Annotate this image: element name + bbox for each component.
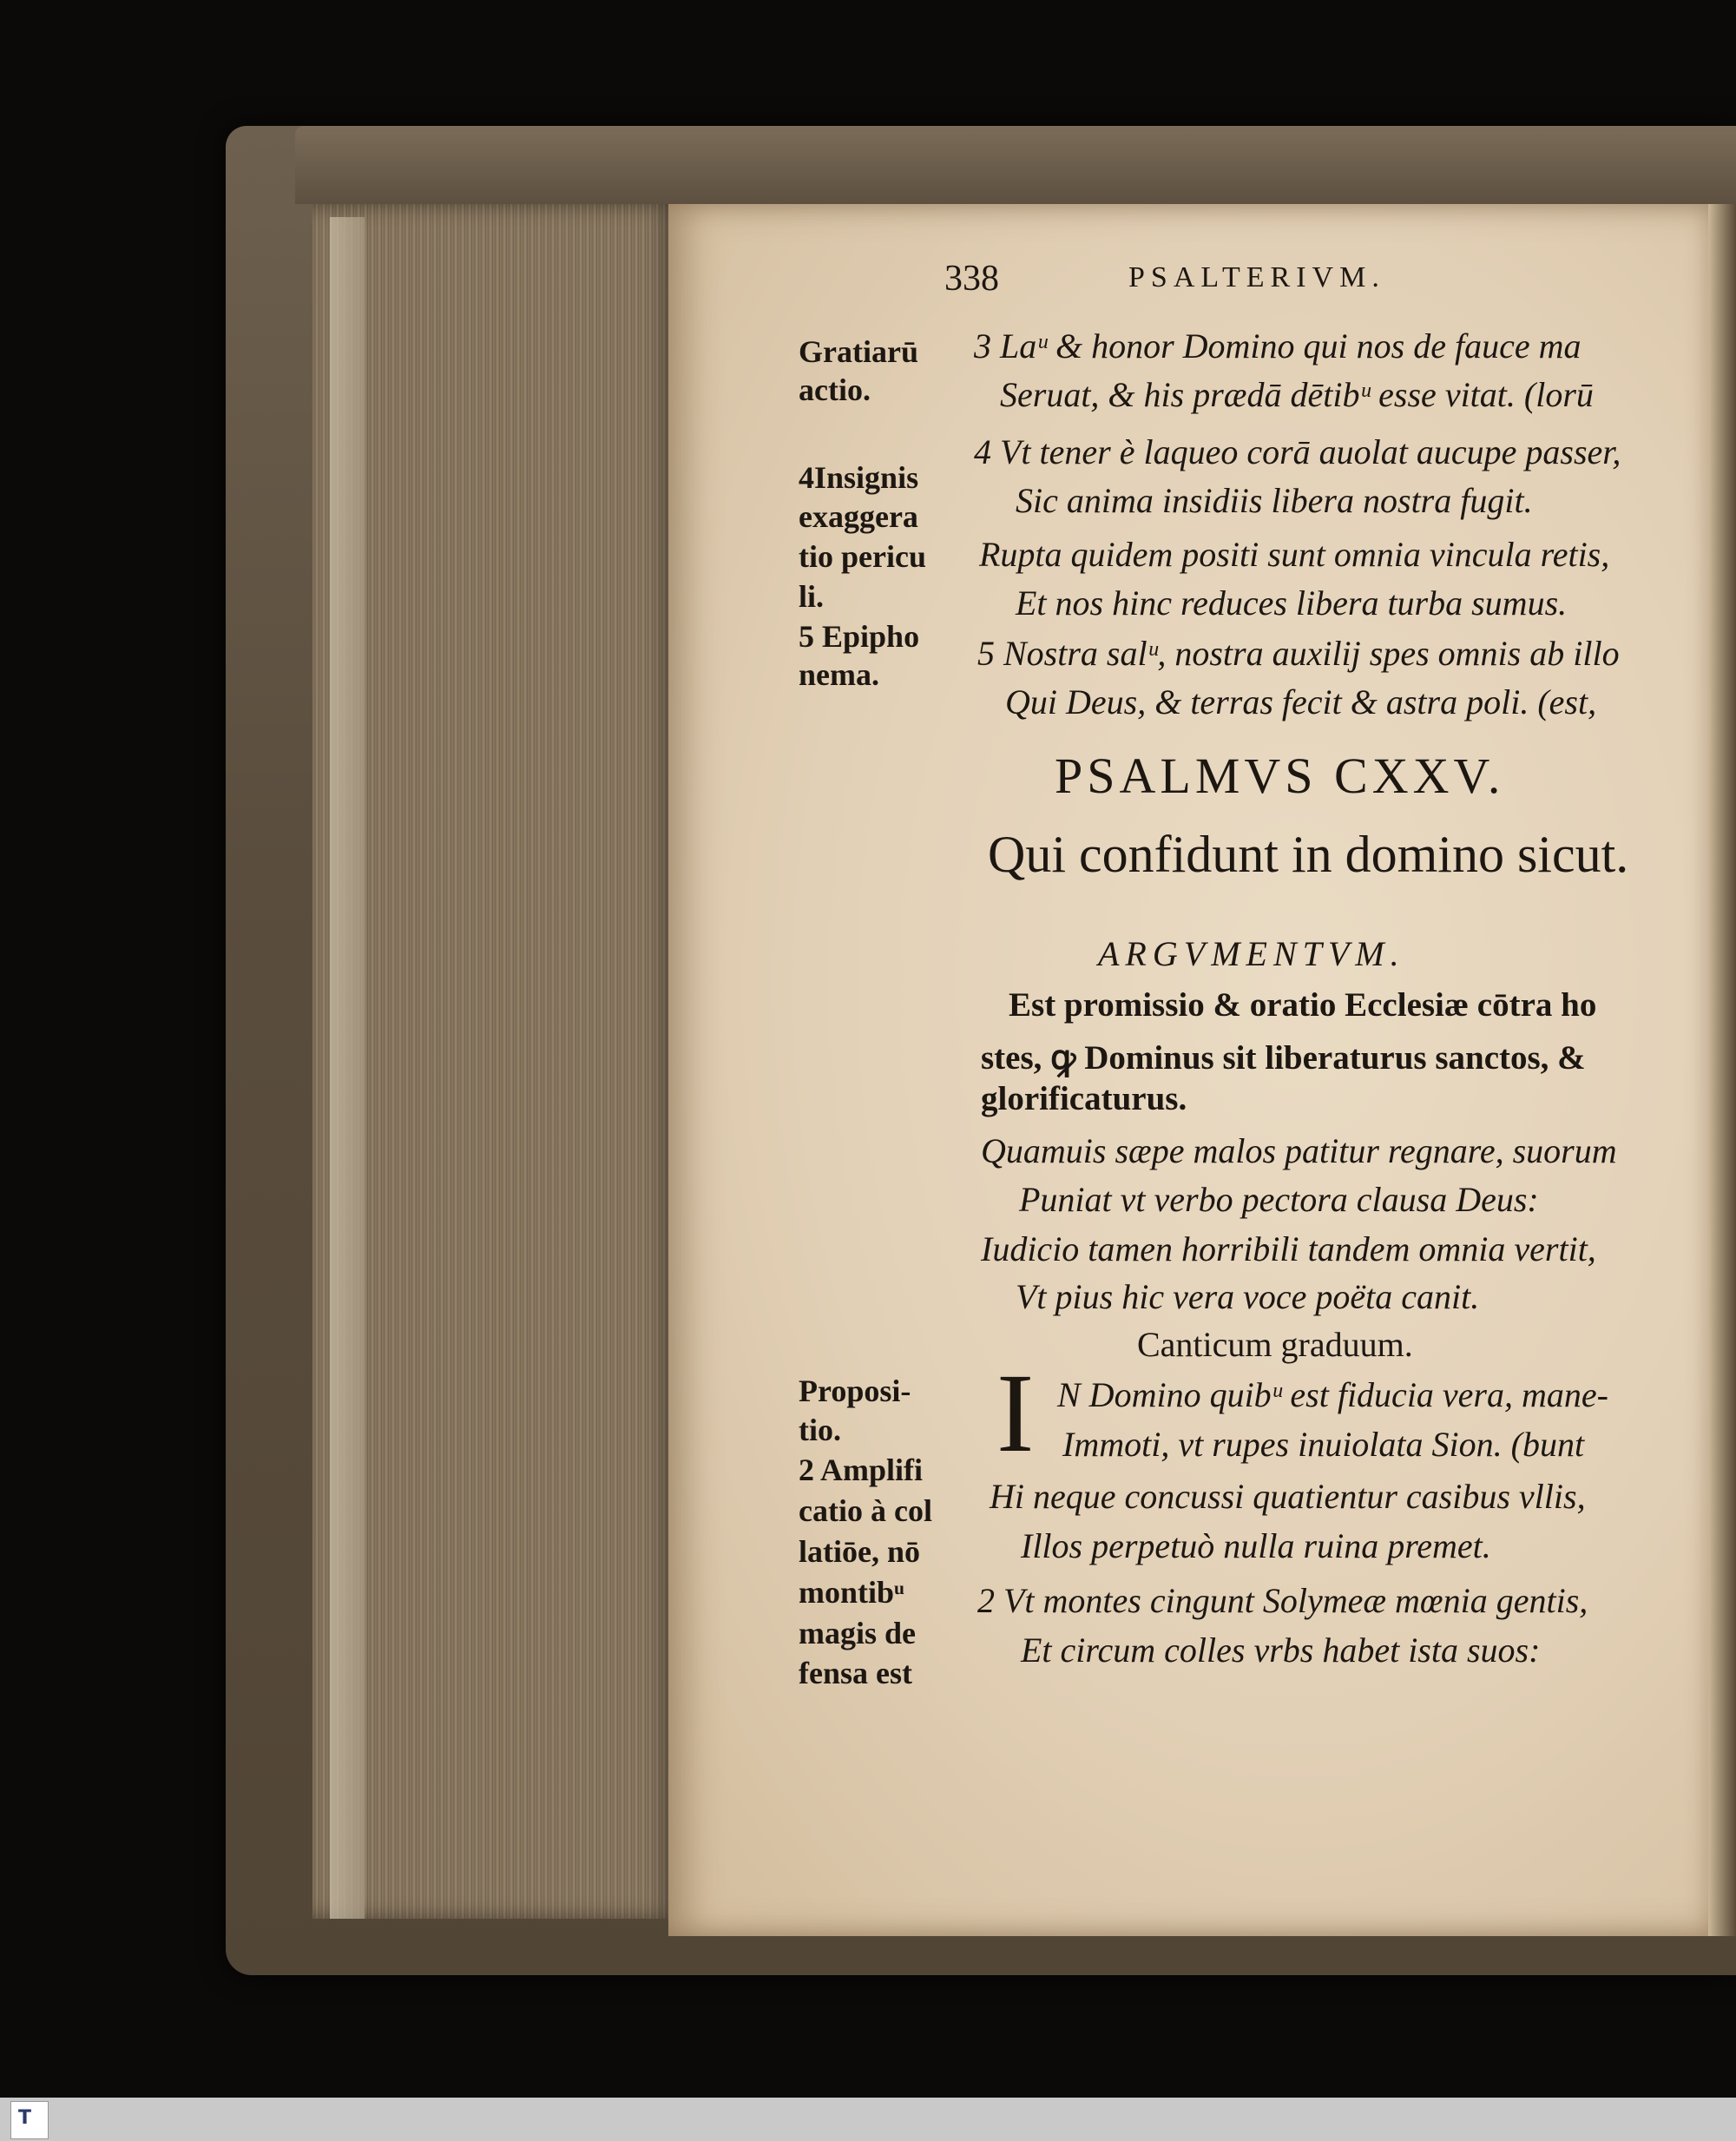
margin-note: exaggera (799, 499, 918, 534)
margin-note: Gratiarū (799, 334, 918, 369)
page-gutter (1708, 204, 1736, 1936)
verse-line: Illos perpetuò nulla ruina premet. (1021, 1526, 1491, 1565)
margin-note: 2 Amplifi (799, 1453, 924, 1487)
page-edges-highlight (330, 217, 365, 1919)
verse-line: Puniat vt verbo pectora clausa Deus: (1019, 1180, 1539, 1219)
verse-line: N Domino quibᵘ est fiducia vera, mane- (1057, 1375, 1608, 1414)
margin-note: nema. (799, 657, 879, 692)
verse-line: Et nos hinc reduces libera turba sumus. (1016, 583, 1568, 623)
verse-line: 3 Laᵘ & honor Domino qui nos de fauce ma (974, 326, 1581, 366)
verse-line: 5 Nostra salᵘ, nostra auxilij spes omnis ab illo (977, 634, 1620, 673)
argument-heading: ARGVMENTVM. (1098, 934, 1405, 973)
psalm-incipit: Qui confidunt in domino sicut. (988, 826, 1629, 883)
canticum-heading: Canticum graduum. (1137, 1325, 1413, 1364)
running-title: PSALTERIVM. (1128, 261, 1385, 293)
verse-line: Rupta quidem positi sunt omnia vincula retis, (979, 535, 1610, 574)
viewer-footer-bar (0, 2098, 1736, 2141)
verse-line: Qui Deus, & terras fecit & astra poli. (est, (1005, 682, 1597, 721)
book-cover-top (295, 126, 1736, 204)
margin-note: li. (799, 579, 825, 614)
margin-note: tio. (799, 1413, 841, 1447)
argument-line: stes, ꝙ Dominus sit liberaturus sanctos, & (981, 1039, 1586, 1077)
page-number: 338 (944, 259, 999, 299)
verse-line: Iudicio tamen horribili tandem omnia vertit, (981, 1229, 1596, 1268)
margin-note: magis de (799, 1616, 916, 1650)
verse-line: Sic anima insidiis libera nostra fugit. (1016, 481, 1533, 520)
margin-note: Proposi- (799, 1374, 911, 1408)
verse-line: Seruat, & his prædā dētibᵘ esse vitat. (lorū (1000, 375, 1594, 414)
verse-line: Quamuis sæpe malos patitur regnare, suorum (981, 1131, 1617, 1170)
book-page (668, 204, 1714, 1936)
verse-line: Vt pius hic vera voce poëta canit. (1016, 1277, 1480, 1316)
margin-note: actio. (799, 372, 871, 407)
verse-line: 2 Vt montes cingunt Solymeæ mœnia gentis, (977, 1581, 1588, 1620)
psalm-title: PSALMVS CXXV. (1055, 748, 1505, 804)
verse-line: Hi neque concussi quatientur casibus vllis, (990, 1477, 1586, 1516)
drop-cap: I (996, 1351, 1035, 1476)
verse-line: Immoti, vt rupes inuiolata Sion. (bunt (1062, 1425, 1585, 1464)
library-logo-text: T (18, 2107, 32, 2129)
margin-note: 5 Epipho (799, 619, 920, 654)
margin-note: 4Insignis (799, 460, 919, 495)
margin-note: catio à col (799, 1493, 932, 1528)
margin-note: montibᵘ (799, 1575, 904, 1610)
page-edges (312, 204, 677, 1919)
margin-note: tio pericu (799, 539, 926, 574)
margin-note: fensa est (799, 1656, 912, 1690)
argument-line: Est promissio & oratio Ecclesiæ cōtra ho (1009, 986, 1597, 1024)
verse-line: Et circum colles vrbs habet ista suos: (1021, 1630, 1541, 1670)
argument-line: glorificaturus. (981, 1080, 1187, 1117)
margin-note: latiōe, nō (799, 1534, 920, 1569)
verse-line: 4 Vt tener è laqueo corā auolat aucupe passer, (974, 432, 1621, 471)
library-logo (10, 2101, 49, 2139)
